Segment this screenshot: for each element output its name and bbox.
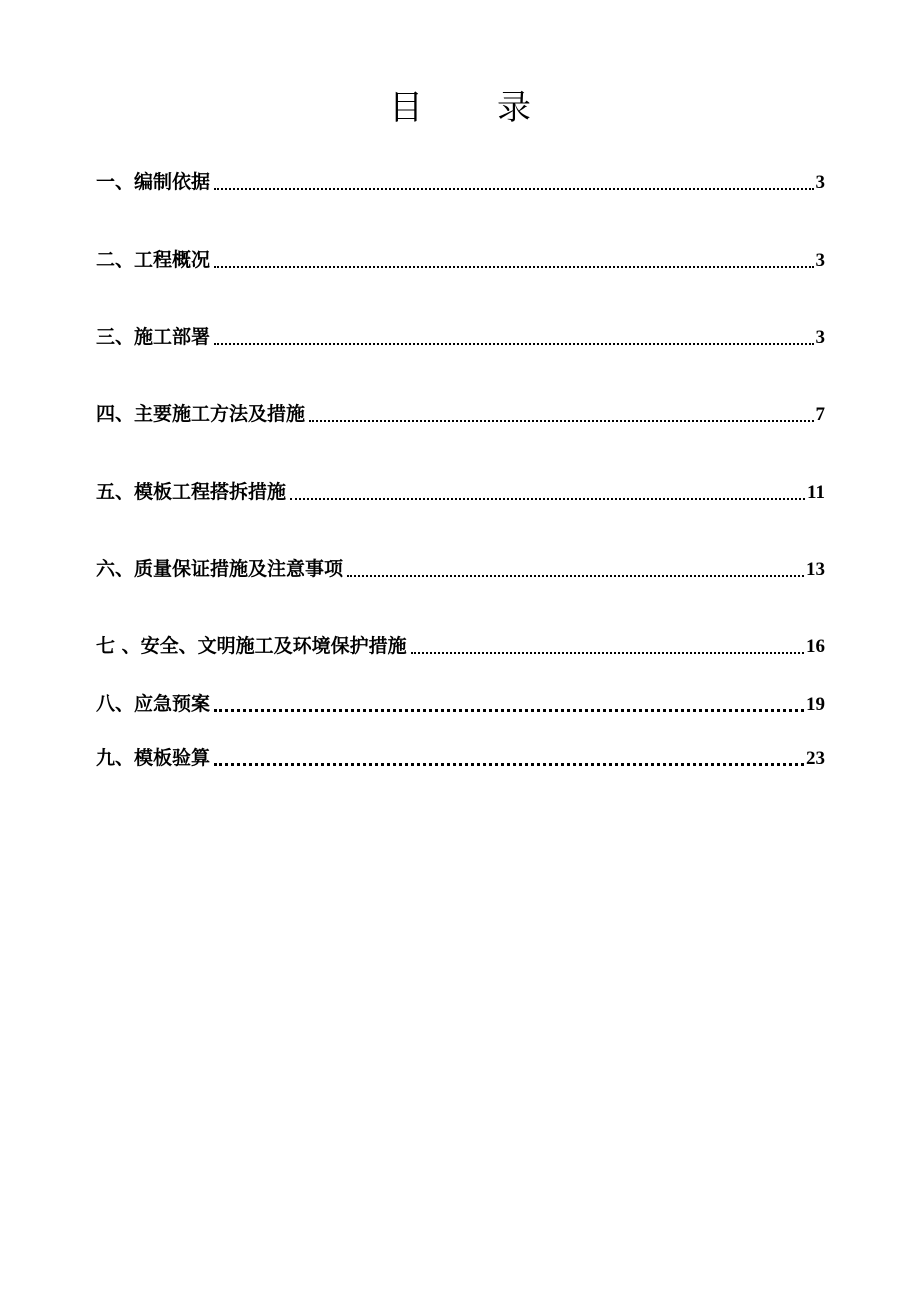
toc-entry-label: 九、模板验算 [96, 747, 211, 769]
page-title [0, 80, 920, 129]
toc-entry[interactable] [96, 743, 825, 773]
toc-entry-label: 七 、安全、文明施工及环境保护措施 [96, 635, 407, 657]
toc-entry[interactable] [96, 477, 825, 507]
toc-entry-label: 四、主要施工方法及措施 [96, 403, 306, 425]
toc-dot-leader [214, 763, 804, 766]
title-char-1: 目 [389, 88, 423, 128]
toc-entry-page: 16 [806, 636, 825, 657]
toc-dot-leader [214, 709, 804, 712]
toc-entry[interactable] [96, 689, 825, 719]
toc-entry[interactable] [96, 631, 825, 661]
toc-entry-page: 11 [807, 482, 825, 503]
toc-entry-page: 3 [815, 327, 825, 348]
toc-entry-label: 一、编制依据 [96, 171, 211, 193]
toc-entry-label: 五、模板工程搭拆措施 [96, 481, 287, 503]
toc-entry-label: 八、应急预案 [96, 693, 211, 715]
toc-entry-label: 二、工程概况 [96, 249, 211, 271]
title-char-2: 录 [497, 88, 531, 128]
toc-entry-page: 7 [815, 404, 825, 425]
toc-entry[interactable] [96, 399, 825, 429]
toc-dot-leader [214, 188, 813, 190]
toc-dot-leader [214, 266, 813, 268]
toc-entry[interactable] [96, 167, 825, 197]
toc-entry-label: 三、施工部署 [96, 326, 211, 348]
toc-dot-leader [347, 575, 804, 577]
toc-dot-leader [411, 652, 804, 654]
toc-entry[interactable] [96, 245, 825, 275]
toc-entry[interactable] [96, 554, 825, 584]
toc-dot-leader [214, 343, 813, 345]
toc-entry-page: 19 [806, 694, 825, 715]
toc-entry[interactable] [96, 322, 825, 352]
toc-entry-page: 23 [806, 748, 825, 769]
toc-entry-page: 3 [815, 250, 825, 271]
toc-dot-leader [290, 498, 805, 500]
toc-entry-label: 六、质量保证措施及注意事项 [96, 558, 344, 580]
toc-entry-page: 3 [815, 172, 825, 193]
toc-dot-leader [309, 420, 813, 422]
toc-entry-page: 13 [806, 559, 825, 580]
